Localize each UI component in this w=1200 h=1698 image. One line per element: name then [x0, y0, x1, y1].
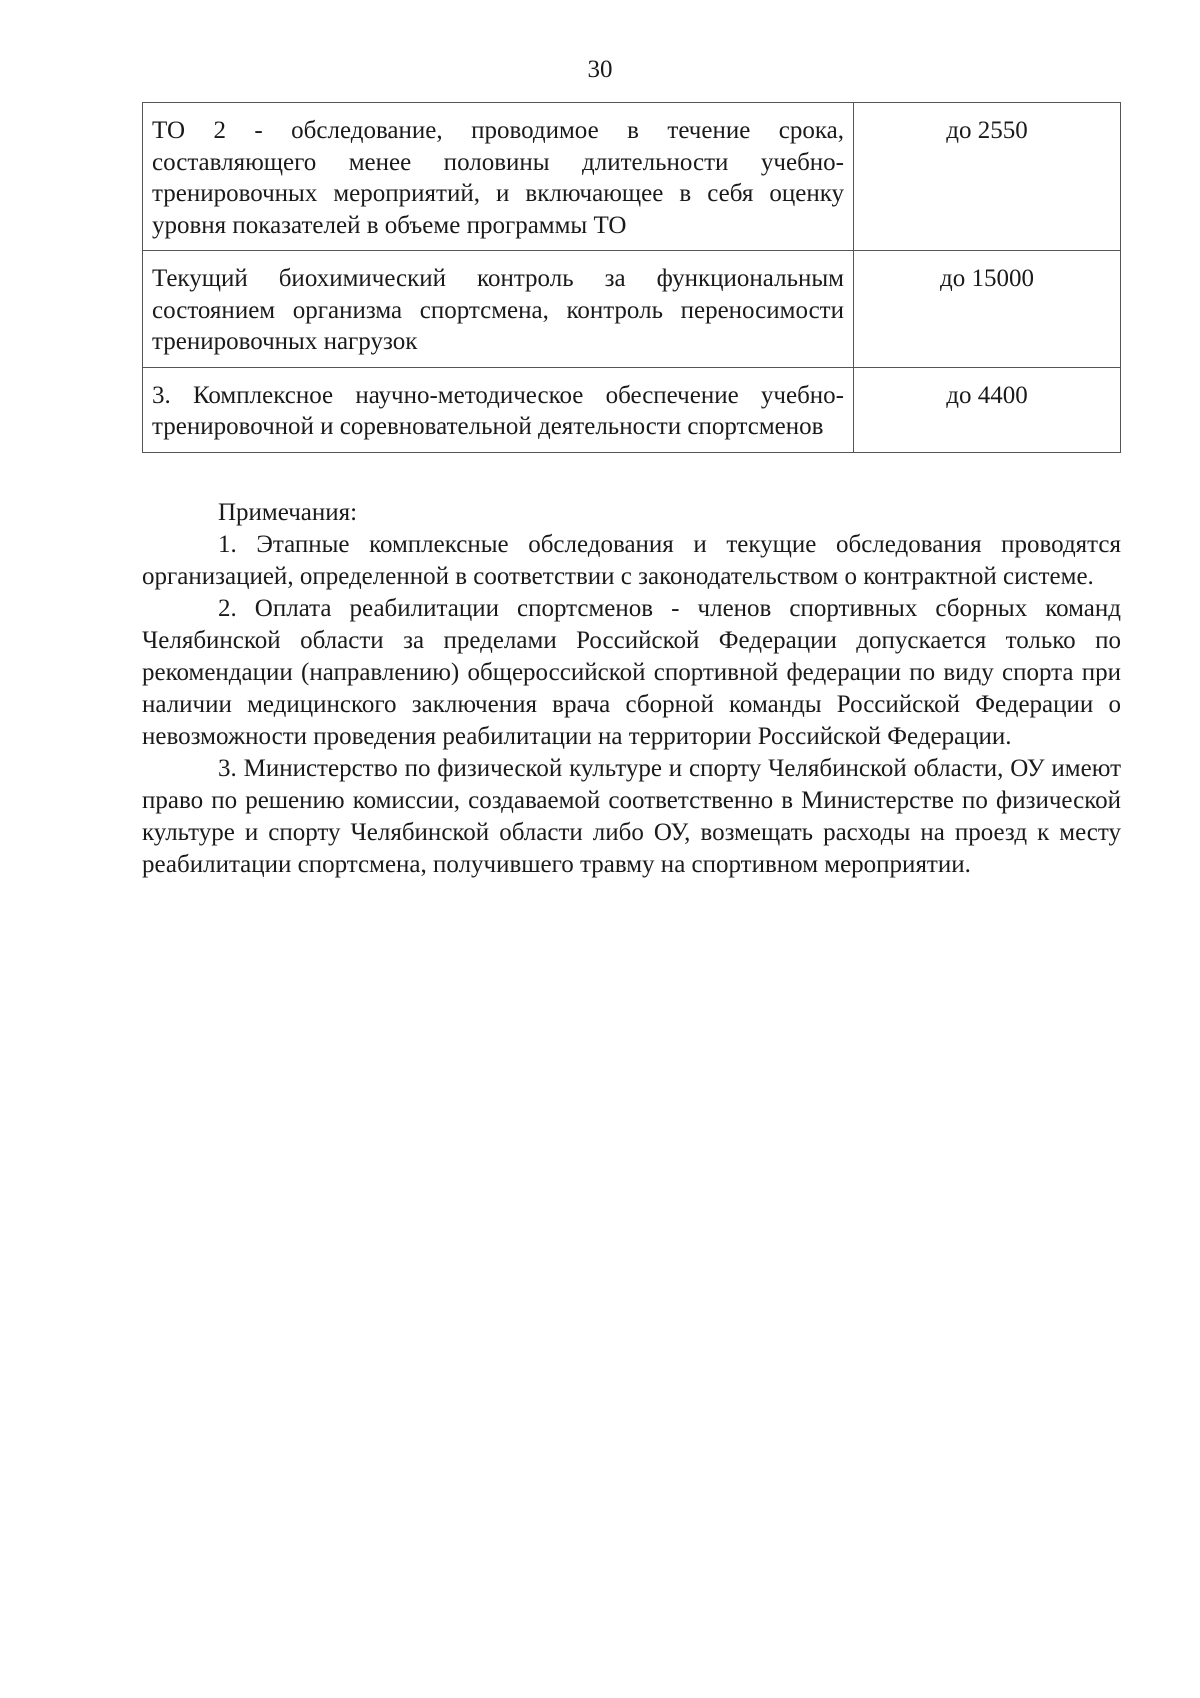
- note-item: 1. Этапные комплексные обследования и текущие обследования проводятся организацией, определенной в соответствии с законодательством о контрактной системе.: [142, 531, 1121, 590]
- table-cell-value: до 15000: [854, 251, 1121, 368]
- note-item: 2. Оплата реабилитации спортсменов - членов спортивных сборных команд Челябинской области за пределами Российской Федерации допускается только по рекомендации (направлению) общероссийской спортивной федерации по виду спорта при наличии медицинского заключения врача сборной команды Российской Федерации о невозможности проведения реабилитации на территории Российской Федерации.: [142, 595, 1121, 750]
- notes-title: Примечания:: [218, 499, 358, 526]
- notes-section: [142, 497, 1121, 881]
- table-cell-value: до 4400: [854, 367, 1121, 452]
- table-row: [143, 367, 1121, 452]
- table-cell-value: до 2550: [854, 103, 1121, 251]
- note-item: 3. Министерство по физической культуре и спорту Челябинской области, ОУ имеют право по решению комиссии, создаваемой соответственно в Министерстве по физической культуре и спорту Челябинской области либо ОУ, возмещать расходы на проезд к месту реабилитации спортсмена, получившего травму на спортивном мероприятии.: [142, 755, 1121, 878]
- table-cell-description: 3. Комплексное научно-методическое обеспечение учебно-тренировочной и соревновательной деятельности спортсменов: [143, 367, 854, 452]
- cost-table: [142, 102, 1121, 453]
- page-number: 30: [587, 56, 613, 83]
- table-row: [143, 103, 1121, 251]
- table-row: [143, 251, 1121, 368]
- table-cell-description: ТО 2 - обследование, проводимое в течение срока, составляющего менее половины длительности учебно-тренировочных мероприятий, и включающее в себя оценку уровня показателей в объеме программы ТО: [143, 103, 854, 251]
- table-cell-description: Текущий биохимический контроль за функциональным состоянием организма спортсмена, контроль переносимости тренировочных нагрузок: [143, 251, 854, 368]
